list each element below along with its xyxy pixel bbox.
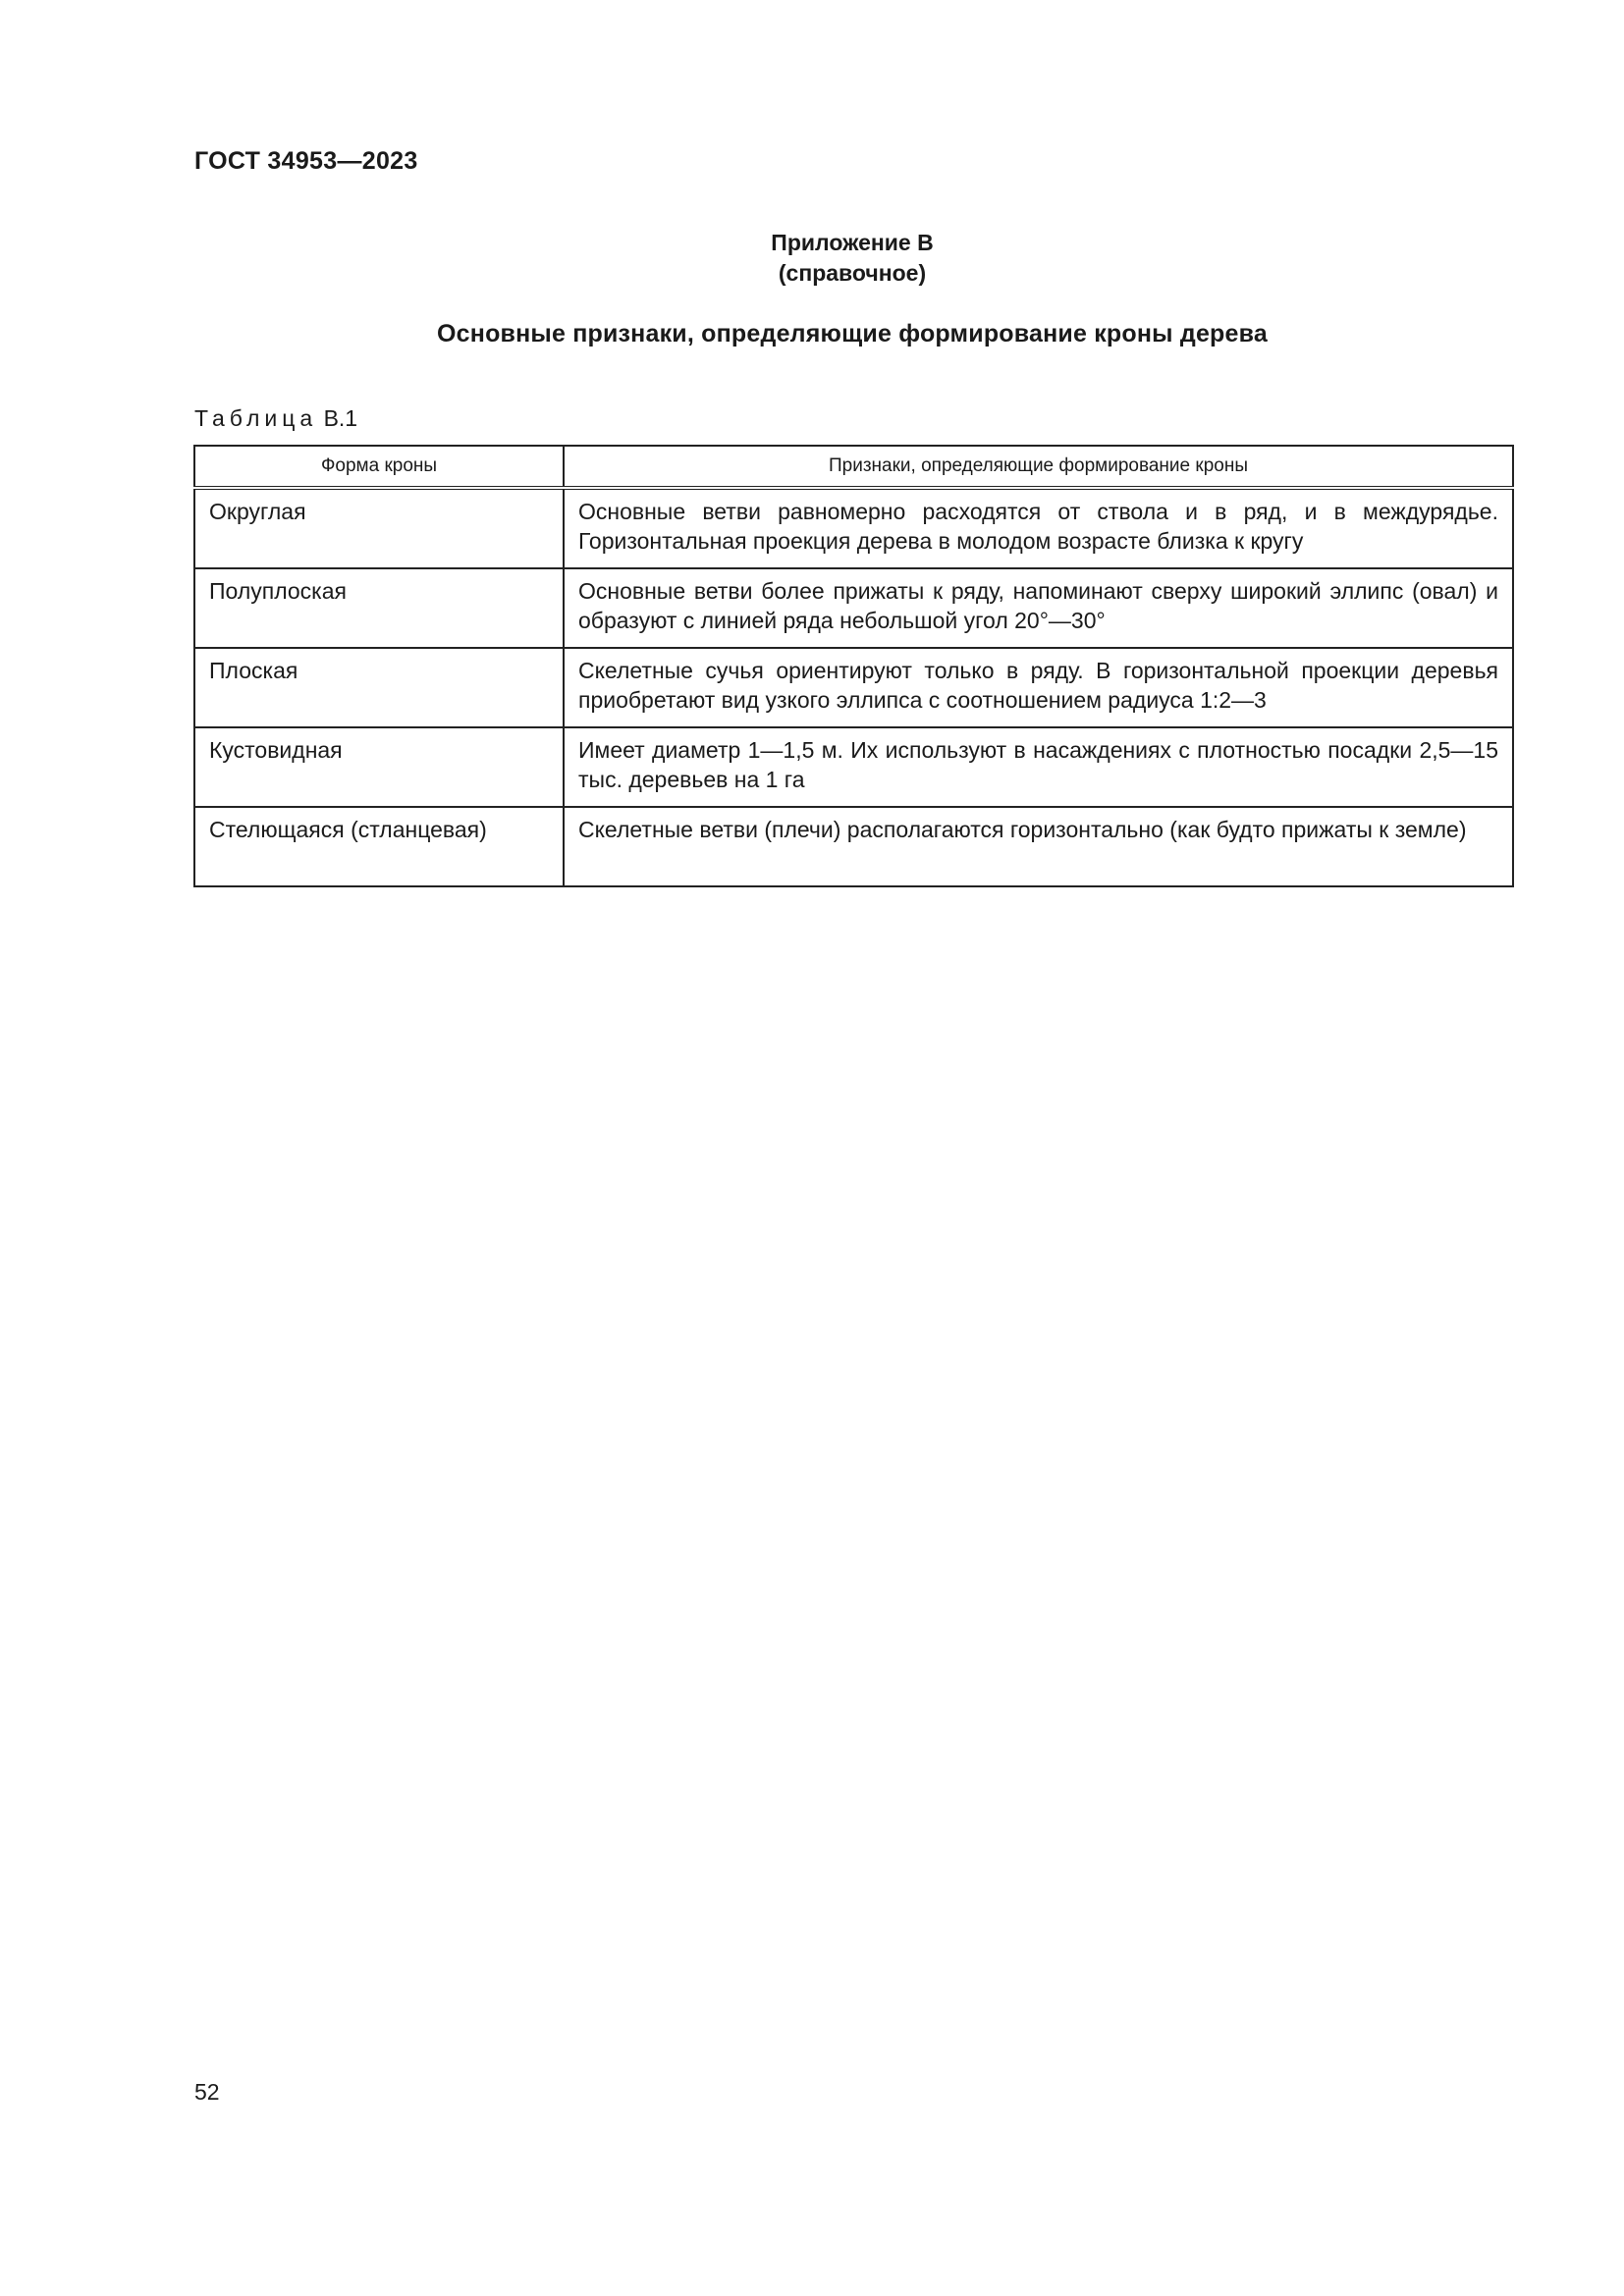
cell-form: Плоская	[194, 648, 564, 727]
table-row	[194, 648, 1513, 727]
cell-description: Имеет диаметр 1—1,5 м. Их используют в насаждениях с плотностью посадки 2,5—15 тыс. деревьев на 1 га	[564, 727, 1513, 807]
table-caption-number: В.1	[323, 405, 358, 431]
appendix-heading	[0, 228, 1624, 289]
column-header-form: Форма кроны	[194, 446, 564, 488]
page-number: 52	[194, 2079, 220, 2105]
table-header-row	[194, 446, 1513, 488]
table-caption-word: Таблица	[194, 405, 318, 431]
cell-form: Округлая	[194, 488, 564, 568]
table-row	[194, 488, 1513, 568]
cell-description: Основные ветви более прижаты к ряду, напоминают сверху широкий эллипс (овал) и образуют с линией ряда небольшой угол 20°—30°	[564, 568, 1513, 648]
cell-form: Полуплоская	[194, 568, 564, 648]
cell-description: Скелетные ветви (плечи) располагаются горизонтально (как будто прижаты к земле)	[564, 807, 1513, 886]
table-caption	[194, 405, 357, 432]
crown-forms-table	[193, 445, 1514, 887]
cell-description: Основные ветви равномерно расходятся от ствола и в ряд, и в междурядье. Горизонтальная проекция дерева в молодом возрасте близка к кругу	[564, 488, 1513, 568]
document-id: ГОСТ 34953—2023	[194, 147, 418, 175]
cell-description: Скелетные сучья ориентируют только в ряду. В горизонтальной проекции деревья приобретают вид узкого эллипса с соотношением радиуса 1:2—3	[564, 648, 1513, 727]
table-row	[194, 727, 1513, 807]
appendix-type: (справочное)	[778, 260, 927, 286]
table-row	[194, 807, 1513, 886]
cell-form: Стелющаяся (стланцевая)	[194, 807, 564, 886]
column-header-features: Признаки, определяющие формирование кроны	[564, 446, 1513, 488]
page-title: Основные признаки, определяющие формирование кроны дерева	[437, 320, 1268, 347]
appendix-label: Приложение В	[771, 230, 934, 255]
cell-form: Кустовидная	[194, 727, 564, 807]
table-row	[194, 568, 1513, 648]
